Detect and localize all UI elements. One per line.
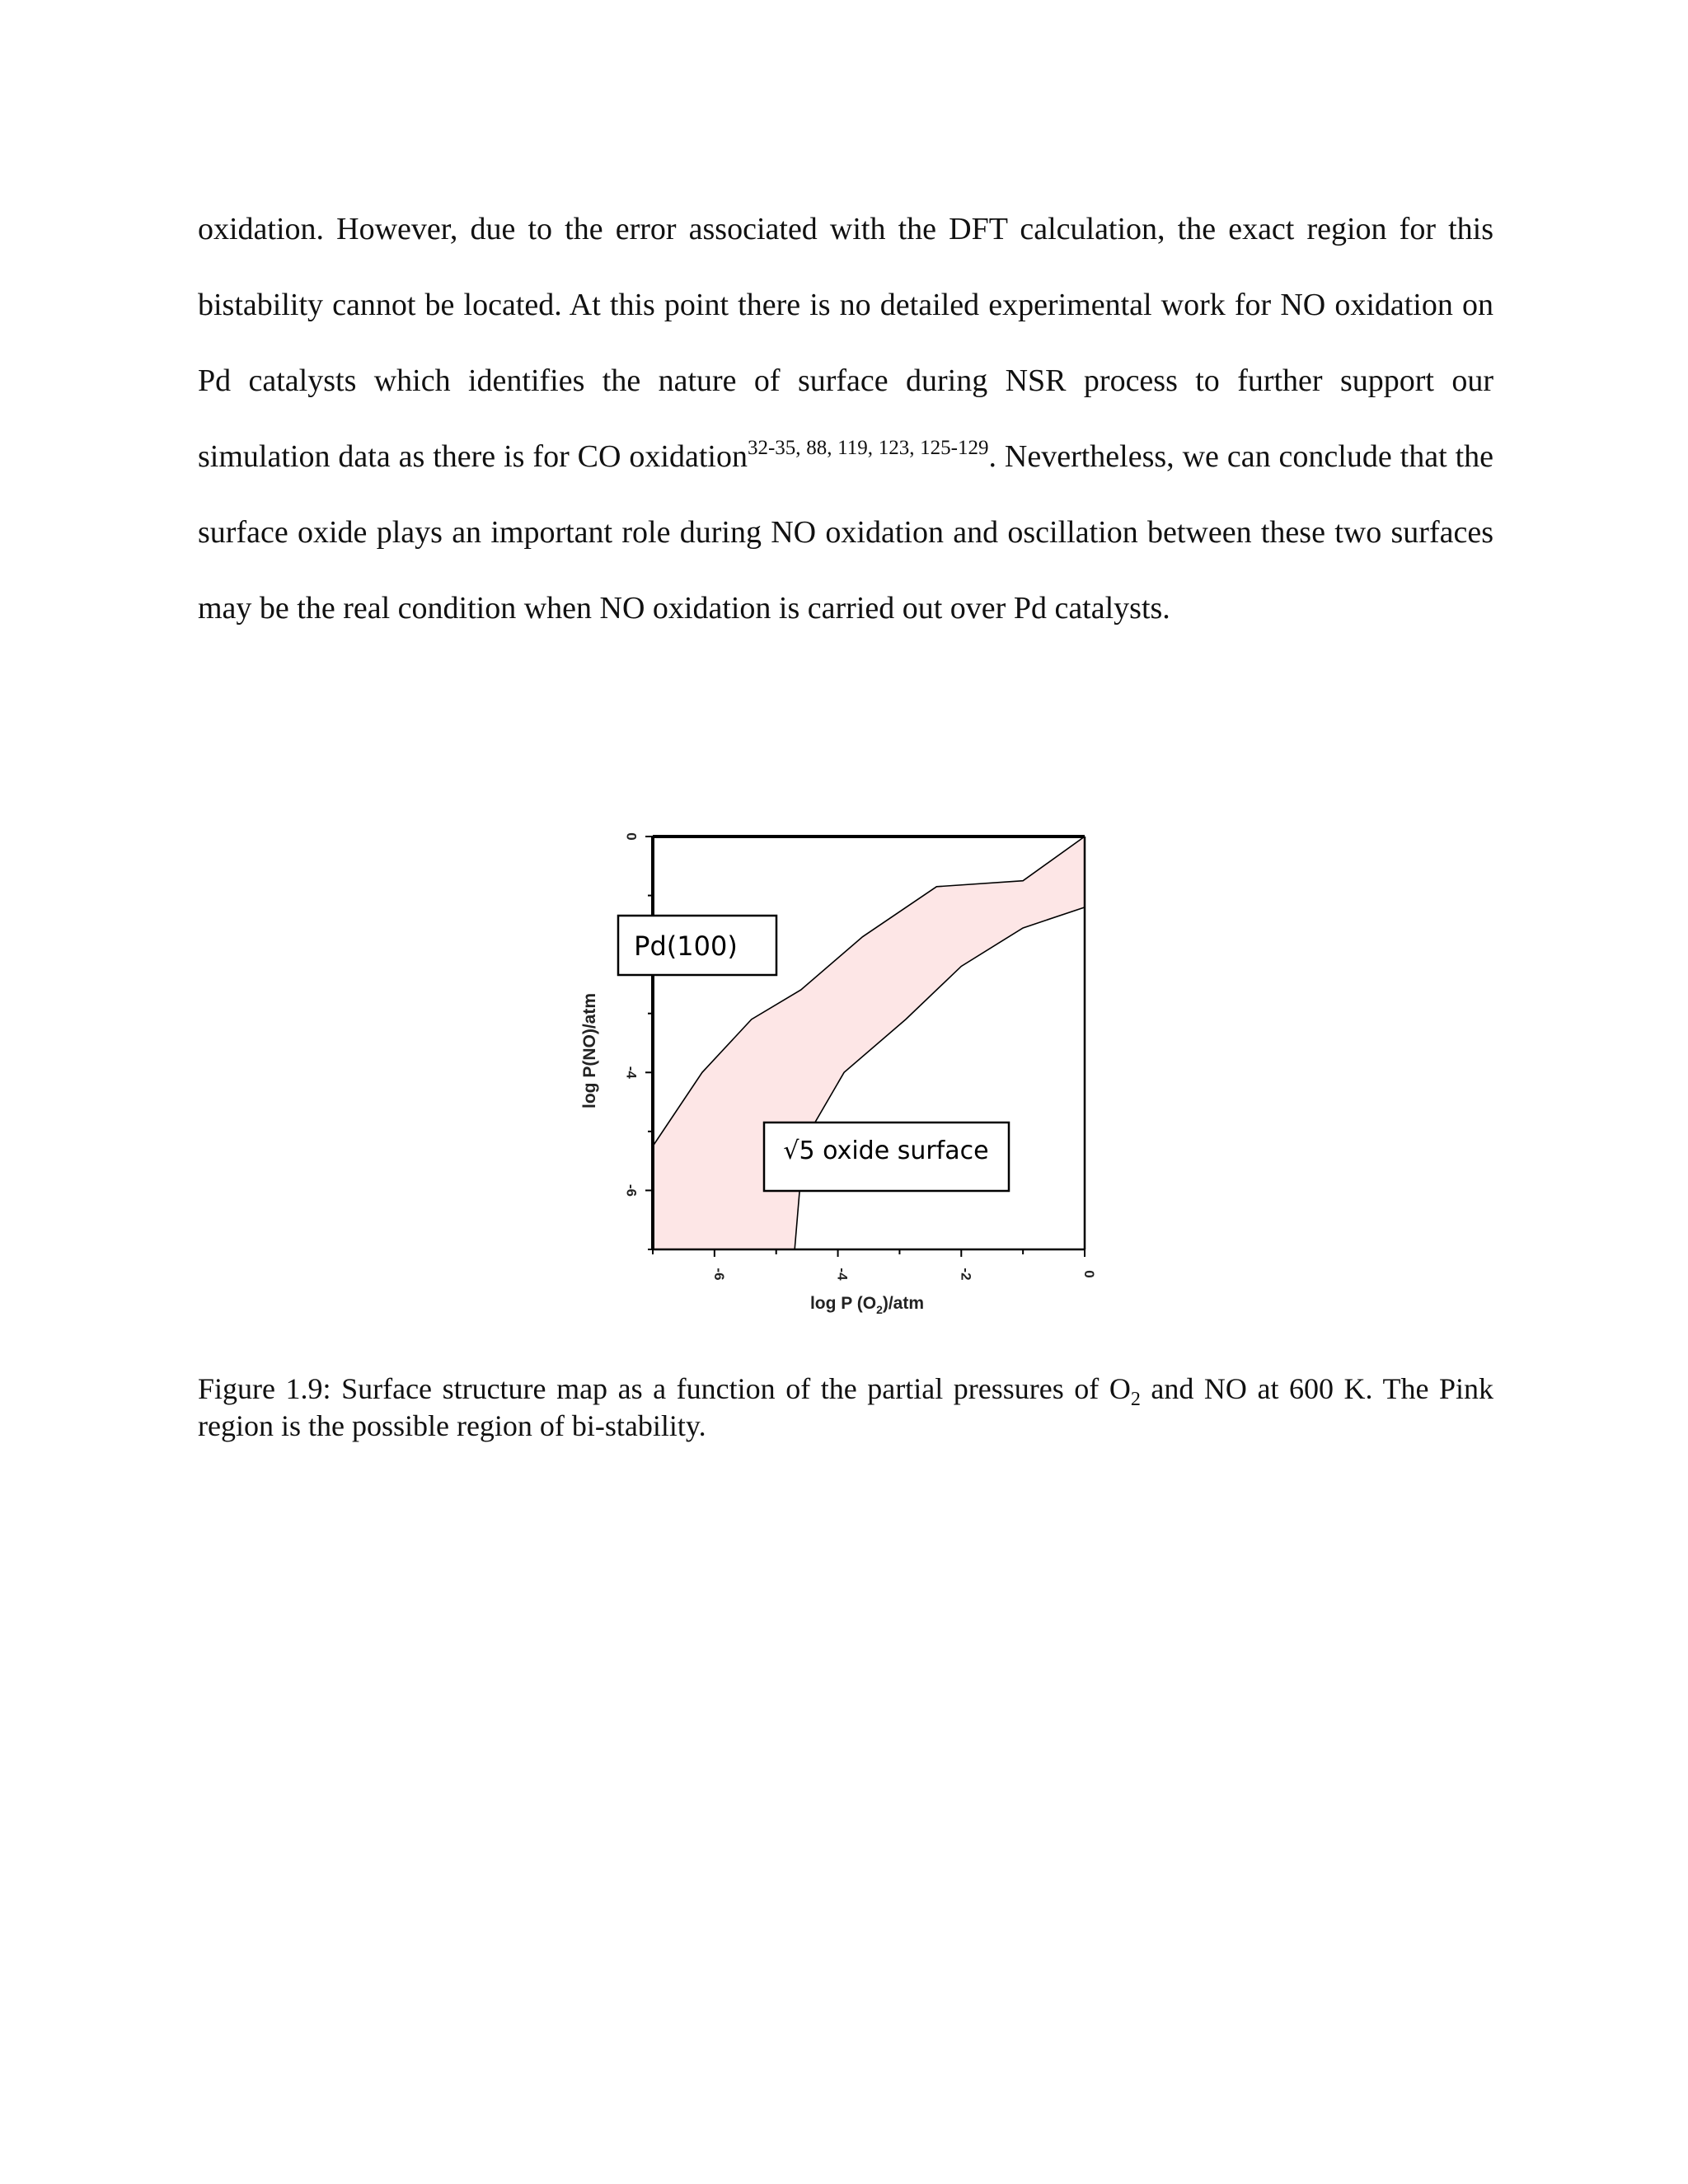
y-tick-label: 0 <box>623 832 640 841</box>
y-axis-label <box>580 993 599 1108</box>
y-tick-label: -4 <box>623 1066 640 1079</box>
x-tick-label: -6 <box>710 1268 727 1281</box>
body-text: oxidation. However, due to the error associated with the DFT calculation, the exact region for this bistability cannot be located. At this point there is no detailed experimental work for NO oxidation on Pd catalysts which identifies the nature of surface during NSR process to further support our simulation data as there is for CO oxidation <box>198 212 1493 474</box>
caption-text-continued: and NO at 600 K. The Pink region is the possible region of bi-stability. <box>198 1372 1493 1442</box>
x-axis-title-post: )/atm <box>882 1294 925 1313</box>
y-axis-title: log P(NO)/atm <box>580 993 599 1108</box>
figure-caption <box>198 1371 1493 1445</box>
region-label-oxide: √5 oxide surface <box>783 1137 989 1165</box>
reference-superscript: 32-35, 88, 119, 123, 125-129 <box>747 437 989 459</box>
x-tick-label: -2 <box>958 1268 974 1281</box>
caption-subscript: 2 <box>1130 1389 1141 1410</box>
x-tick-label: -4 <box>834 1268 851 1281</box>
x-tick-label: 0 <box>1081 1270 1097 1278</box>
x-axis-title-sub: 2 <box>876 1303 883 1316</box>
x-axis-title-pre: log P (O <box>809 1294 877 1313</box>
region-label-pd100: Pd(100) <box>634 930 738 962</box>
caption-text: Figure 1.9: Surface structure map as a function of the partial pressures of O <box>198 1372 1131 1405</box>
x-axis-title <box>810 1294 924 1316</box>
label-box-pd100 <box>618 916 776 975</box>
plot-area <box>624 832 1097 1281</box>
body-text-continued: . Nevertheless, we can conclude that the surface oxide plays an important role during NO oxidation and oscillation between these two surfaces may be the real condition when NO oxidation is carried out over Pd catalysts. <box>198 439 1494 626</box>
y-tick-label: -6 <box>623 1183 640 1197</box>
label-box-oxide <box>764 1122 1009 1191</box>
